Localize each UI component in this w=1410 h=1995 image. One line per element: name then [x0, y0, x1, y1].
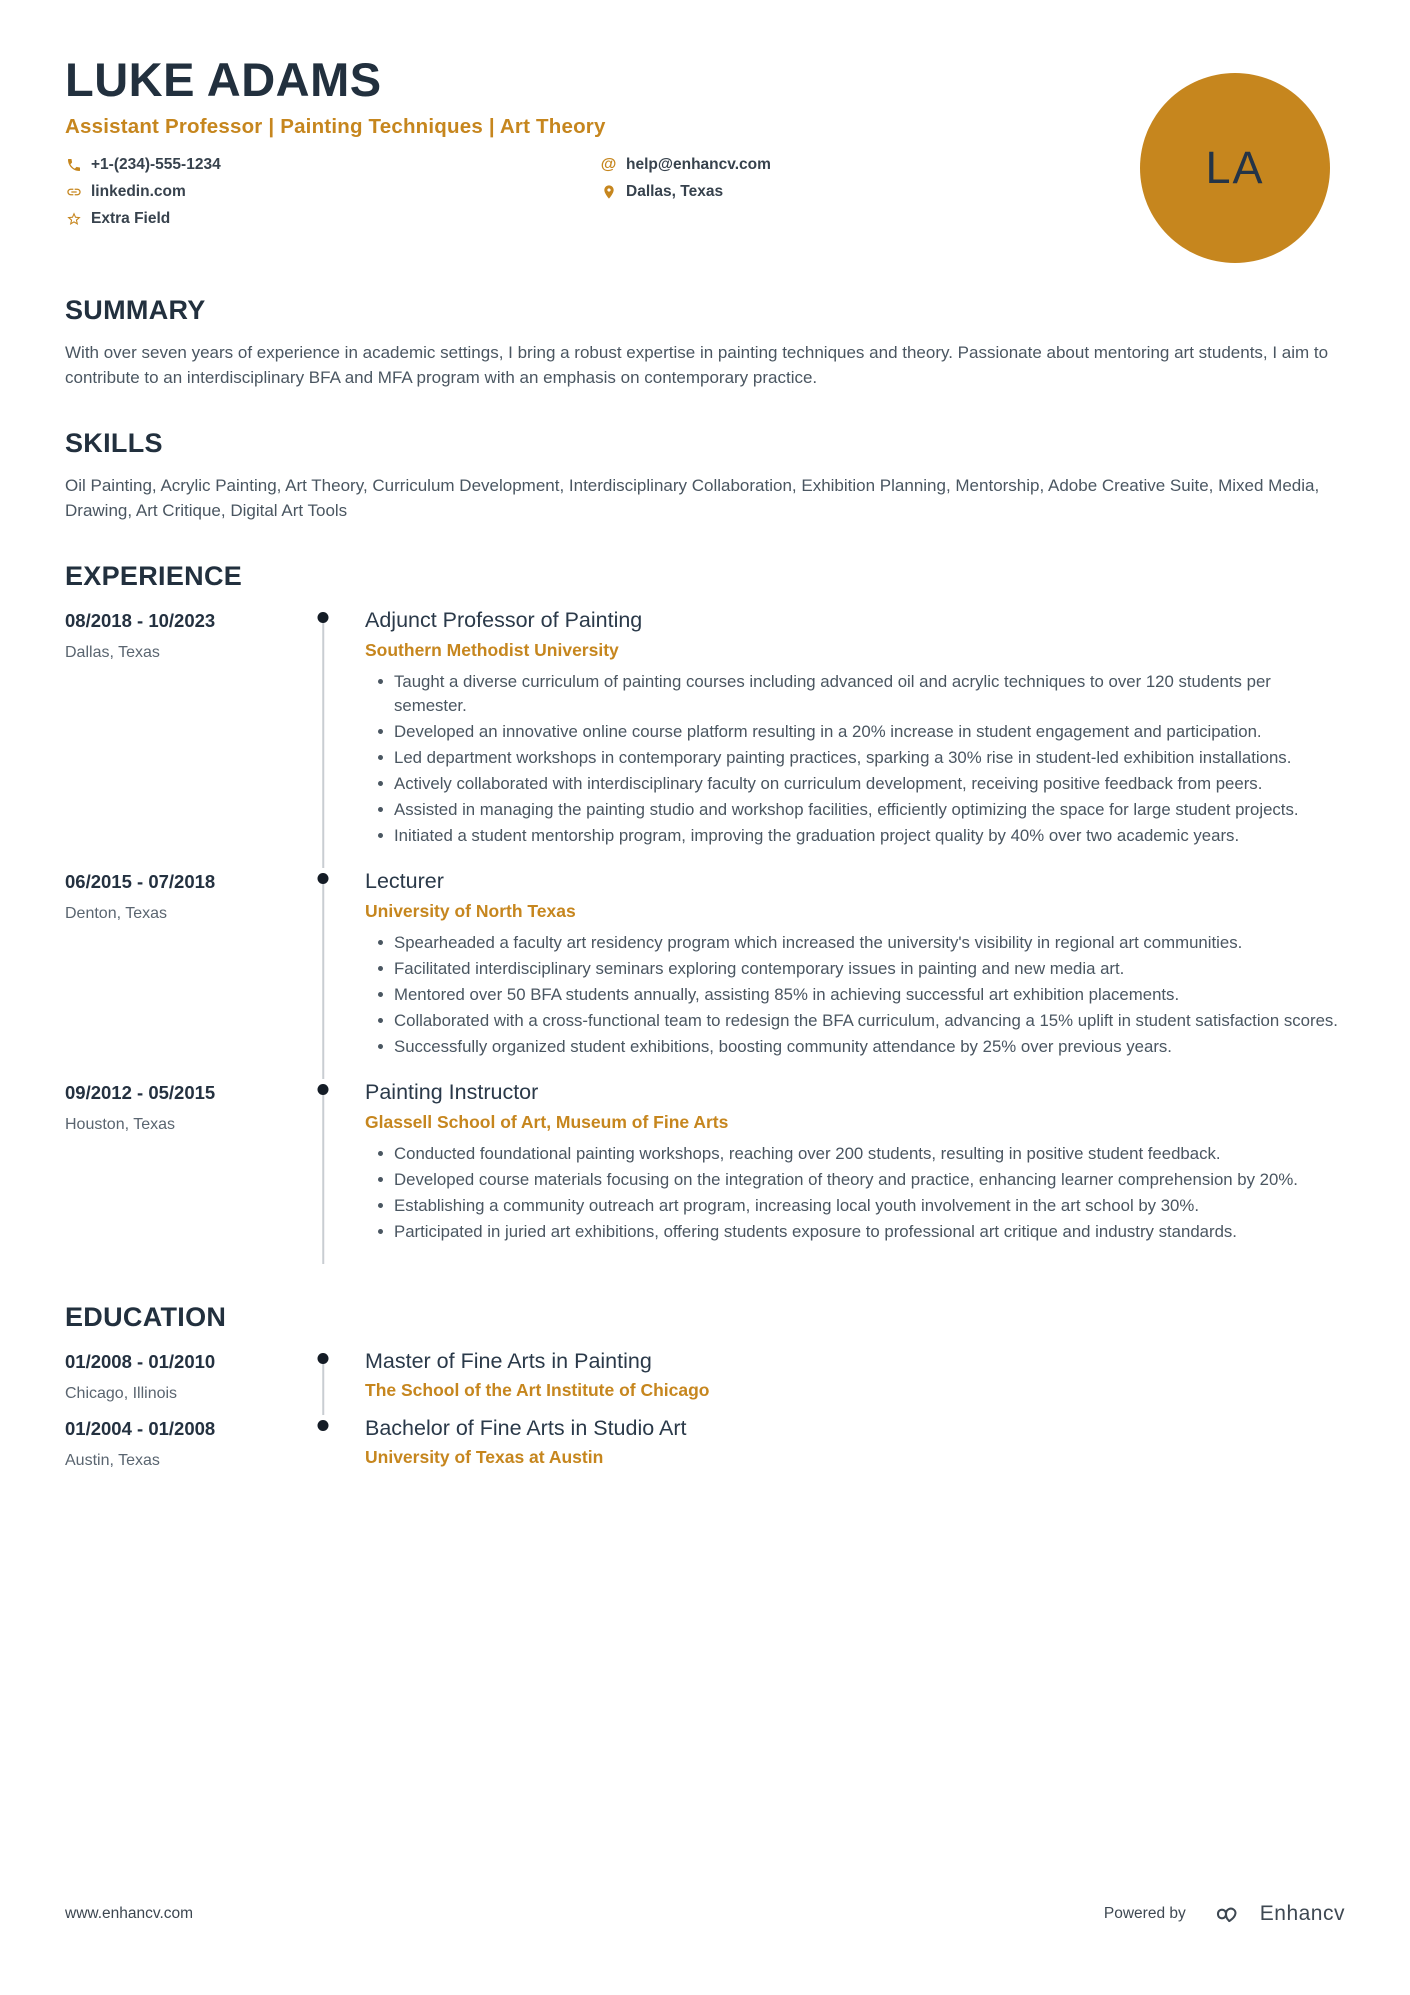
job-bullet: Facilitated interdisciplinary seminars exploring contemporary issues in painting and new media art.: [365, 957, 1345, 981]
job-company: Glassell School of Art, Museum of Fine Arts: [365, 1111, 729, 1132]
education-entry-meta: [65, 1415, 305, 1482]
degree-title: Bachelor of Fine Arts in Studio Art: [365, 1415, 687, 1440]
education-entry: [65, 1415, 1345, 1482]
job-title: Painting Instructor: [365, 1079, 539, 1104]
job-bullet: Collaborated with a cross-functional team to redesign the BFA curriculum, advancing a 15% uplift in student satisfaction scores.: [365, 1009, 1345, 1033]
job-bullet: Establishing a community outreach art program, increasing local youth involvement in the art school by 30%.: [365, 1194, 1345, 1218]
person-name: LUKE ADAMS: [65, 53, 382, 106]
entry-dates: 09/2012 - 05/2015: [65, 1081, 216, 1103]
contact-phone-text: +1-(234)-555-1234: [91, 156, 221, 174]
job-company: Southern Methodist University: [365, 639, 619, 660]
job-bullet: Mentored over 50 BFA students annually, assisting 85% in achieving successful art exhibition placements.: [365, 983, 1345, 1007]
job-bullet: Led department workshops in contemporary painting practices, sparking a 30% rise in student-led exhibition installations.: [365, 746, 1345, 770]
link-icon: [65, 184, 82, 201]
experience-entry-meta: [65, 868, 305, 1079]
timeline: [305, 1079, 341, 1264]
job-title: Adjunct Professor of Painting: [365, 607, 643, 632]
timeline-line: [322, 873, 324, 1079]
job-bullet: Spearheaded a faculty art residency program which increased the university's visibility in regional art communities.: [365, 931, 1345, 955]
degree-title: Master of Fine Arts in Painting: [365, 1348, 652, 1373]
contact-column-left: [65, 152, 600, 233]
contact-column-right: [600, 152, 771, 233]
education-entry: [65, 1348, 1345, 1415]
timeline-dot: [318, 1353, 329, 1364]
job-bullet: Developed an innovative online course platform resulting in a 20% increase in student engagement and participation.: [365, 720, 1345, 744]
phone-icon: [65, 157, 82, 174]
education-entries: [65, 1348, 1345, 1482]
job-bullet: Actively collaborated with interdisciplinary faculty on curriculum development, receiving positive feedback from peers.: [365, 772, 1345, 796]
job-bullets: [365, 670, 1345, 848]
powered-by-label: Powered by: [1103, 1905, 1186, 1922]
education-section: [65, 1302, 1345, 1482]
enhancv-logo-icon: [1204, 1901, 1248, 1927]
job-bullets: [365, 1142, 1345, 1244]
skills-section: [65, 428, 1345, 523]
timeline-line: [322, 612, 324, 868]
person-headline: Assistant Professor | Painting Techniques | Art Theory: [65, 114, 606, 138]
timeline: [305, 868, 341, 1079]
timeline-dot: [318, 1084, 329, 1095]
contact-location: [600, 179, 771, 206]
contact-extra-field-text: Extra Field: [91, 210, 171, 228]
experience-entries: [65, 607, 1345, 1264]
entry-dates: 06/2015 - 07/2018: [65, 870, 216, 892]
job-bullet: Conducted foundational painting workshops, reaching over 200 students, resulting in positive student feedback.: [365, 1142, 1345, 1166]
resume-header: [65, 53, 1345, 233]
timeline: [305, 607, 341, 868]
experience-entry: [65, 607, 1345, 868]
contact-location-text: Dallas, Texas: [626, 183, 724, 201]
job-bullet: Developed course materials focusing on the integration of theory and practice, enhancing learner comprehension by 20%.: [365, 1168, 1345, 1192]
job-company: University of North Texas: [365, 900, 576, 921]
footer-branding[interactable]: [1104, 1901, 1345, 1927]
entry-location: Houston, Texas: [65, 1115, 175, 1133]
avatar: [1140, 73, 1330, 263]
timeline-dot: [318, 873, 329, 884]
job-bullet: Initiated a student mentorship program, improving the graduation project quality by 40% over two academic years.: [365, 824, 1345, 848]
job-bullet: Assisted in managing the painting studio and workshop facilities, efficiently optimizing the space for large student projects.: [365, 798, 1345, 822]
timeline: [305, 1415, 341, 1482]
contact-email-text: help@enhancv.com: [626, 156, 771, 174]
timeline-dot: [318, 612, 329, 623]
contact-linkedin[interactable]: [65, 179, 600, 206]
education-entry-content: [341, 1415, 1345, 1482]
experience-section: [65, 561, 1345, 1264]
timeline-line: [322, 1084, 324, 1264]
experience-entry-content: [341, 868, 1345, 1079]
job-bullet: Successfully organized student exhibitions, boosting community attendance by 25% over previous years.: [365, 1035, 1345, 1059]
experience-entry-content: [341, 1079, 1345, 1264]
education-heading: EDUCATION: [65, 1301, 227, 1332]
contact-email[interactable]: [600, 152, 771, 179]
page-footer: [65, 1901, 1345, 1941]
contact-extra-field: [65, 206, 600, 233]
contact-phone[interactable]: [65, 152, 600, 179]
skills-heading: SKILLS: [65, 427, 163, 458]
job-bullets: [365, 931, 1345, 1059]
skills-text: Oil Painting, Acrylic Painting, Art Theory, Curriculum Development, Interdisciplinary Collaboration, Exhibition Planning, Mentorship, Adobe Creative Suite, Mixed Media, Drawing, Art Critique, Digital Art Tools: [65, 475, 1320, 520]
school-name: University of Texas at Austin: [365, 1446, 604, 1467]
star-icon: [65, 211, 82, 228]
school-name: The School of the Art Institute of Chicago: [365, 1379, 710, 1400]
footer-site-link[interactable]: www.enhancv.com: [65, 1905, 194, 1922]
education-entry-content: [341, 1348, 1345, 1415]
avatar-initials: LA: [1205, 142, 1265, 193]
entry-dates: 01/2004 - 01/2008: [65, 1417, 216, 1439]
entry-location: Denton, Texas: [65, 904, 167, 922]
brand-wordmark: Enhancv: [1259, 1902, 1345, 1925]
location-icon: [600, 184, 617, 201]
experience-entry-meta: [65, 1079, 305, 1264]
summary-heading: SUMMARY: [65, 294, 206, 325]
experience-heading: EXPERIENCE: [65, 560, 243, 591]
job-bullet: Participated in juried art exhibitions, offering students exposure to professional art critique and industry standards.: [365, 1220, 1345, 1244]
summary-section: [65, 295, 1345, 390]
entry-location: Dallas, Texas: [65, 643, 160, 661]
entry-dates: 01/2008 - 01/2010: [65, 1350, 216, 1372]
experience-entry-meta: [65, 607, 305, 868]
experience-entry: [65, 868, 1345, 1079]
at-icon: @: [600, 156, 617, 174]
entry-location: Austin, Texas: [65, 1451, 160, 1469]
entry-location: Chicago, Illinois: [65, 1384, 178, 1402]
experience-entry: [65, 1079, 1345, 1264]
timeline-dot: [318, 1420, 329, 1431]
job-title: Lecturer: [365, 868, 444, 893]
summary-text: With over seven years of experience in academic settings, I bring a robust expertise in painting techniques and theory. Passionate about mentoring art students, I aim to contribute to an interdisciplinary BFA and MFA program with an emphasis on contemporary practice.: [65, 342, 1329, 387]
job-bullet: Taught a diverse curriculum of painting courses including advanced oil and acrylic techniques to over 120 students per semester.: [365, 670, 1345, 718]
contact-linkedin-text: linkedin.com: [91, 183, 186, 201]
experience-entry-content: [341, 607, 1345, 868]
education-entry-meta: [65, 1348, 305, 1415]
entry-dates: 08/2018 - 10/2023: [65, 609, 216, 631]
timeline: [305, 1348, 341, 1415]
